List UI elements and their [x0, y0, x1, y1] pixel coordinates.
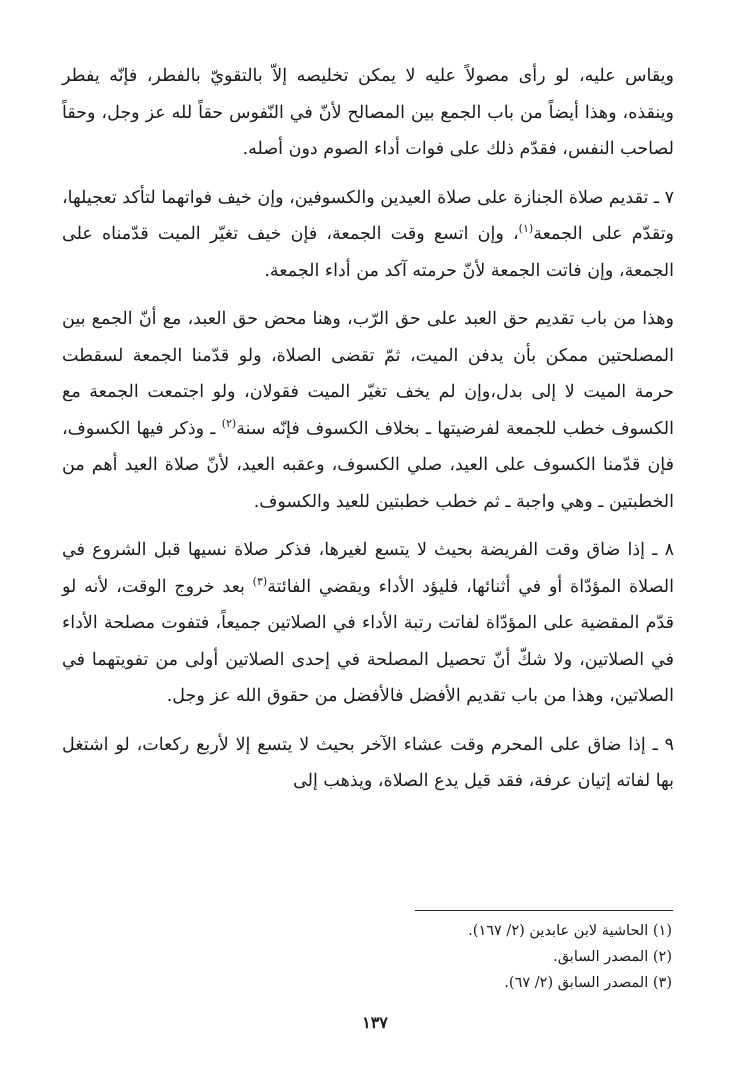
paragraph-5-text: ٩ ـ إذا ضاق على المحرم وقت عشاء الآخر بحيث لا يتسع إلا لأربع ركعات، لو اشتغل بها لفاته إتيان عرفة، فقد قيل يدع الصلاة، ويذهب إلى: [62, 734, 674, 791]
footnote-1: (١) الحاشية لابن عابدين (٢/ ١٦٧).: [468, 923, 672, 939]
paragraph-3-text-b: ـ وذكر فيها الكسوف، فإن قدّمنا الكسوف على العيد، صلي الكسوف، وعقبه العيد، لأنّ صلاة العيد أهم من الخطبتين ـ وهي واجبة ـ ثم خطب خطبتين للعيد والكسوف.: [62, 418, 674, 512]
paragraph-4-text-b: بعد خروج الوقت، لأنه لو قدّم المقضية على المؤدّاة لفاتت رتبة الأداء في الصلاتين جميعاً، فتفوت مصلحة الأداء في الصلاتين، ولا شكّ أنّ تحصيل المصلحة في إحدى الصلاتين أولى من تفويتهما في الصلاتين، وهذا من باب تقديم الأفضل فالأفضل من حقوق الله عز وجل.: [62, 576, 674, 706]
paragraph-5: [62, 727, 674, 800]
footnote-3: (٣) المصدر السابق (٢/ ٦٧).: [504, 975, 672, 991]
paragraph-4: [62, 532, 674, 715]
paragraph-2-text-a: ٧ ـ تقديم صلاة الجنازة على صلاة العيدين والكسوفين، وإن خيف فواتهما لتأكد تعجيلها، وتقدّم على الجمعة: [62, 187, 674, 244]
footnote-marker-3: (٣): [252, 574, 268, 588]
footnote-marker-2: (٢): [221, 416, 237, 430]
paragraph-2: [62, 180, 674, 290]
footnote-2: (٢) المصدر السابق.: [553, 949, 672, 965]
paragraph-4-text-a: ٨ ـ إذا ضاق وقت الفريضة بحيث لا يتسع لغيرها، فذكر صلاة نسيها قبل الشروع في الصلاة المؤدّاة أو في أثنائها، فليؤد الأداء ويقضي الفائتة: [62, 540, 674, 597]
paragraph-3-text-a: وهذا من باب تقديم حق العبد على حق الرّب، وهنا محض حق العبد، مع أنّ الجمع بين المصلحتين ممكن بأن يدفن الميت، ثمّ تقضى الصلاة، ولو قدّمنا الجمعة لسقطت حرمة الميت لا إلى بدل،وإن لم يخف تغيّر الميت فقولان، ولو اجتمعت الجمعة مع الكسوف خطب للجمعة لفرضيتها ـ بخلاف الكسوف فإنّه سنة: [62, 309, 675, 439]
main-text: [62, 58, 674, 800]
footnotes: [200, 918, 672, 996]
paragraph-3: [62, 301, 674, 520]
footnote-marker-1: (١): [518, 222, 534, 236]
paragraph-1: [62, 58, 674, 168]
paragraph-2-text-b: ، وإن اتسع وقت الجمعة، فإن خيف تغيّر الميت قدّمناه على الجمعة، وإن فاتت الجمعة لأنّ حرمته آكد من أداء الجمعة.: [62, 224, 674, 281]
page-number: ١٣٧: [362, 1013, 388, 1032]
footnote-separator: [415, 910, 673, 911]
paragraph-1-text: ويقاس عليه، لو رأى مصولاً عليه لا يمكن تخليصه إلاّ بالتقويّ بالفطر، فإنّه يفطر وينقذه، وهذا أيضاً من باب الجمع بين المصالح لأنّ في النّفوس حقاً لله عز وجل، وحقاً لصاحب النفس، فقدّم ذلك على فوات أداء الصوم دون أصله.: [62, 66, 674, 159]
